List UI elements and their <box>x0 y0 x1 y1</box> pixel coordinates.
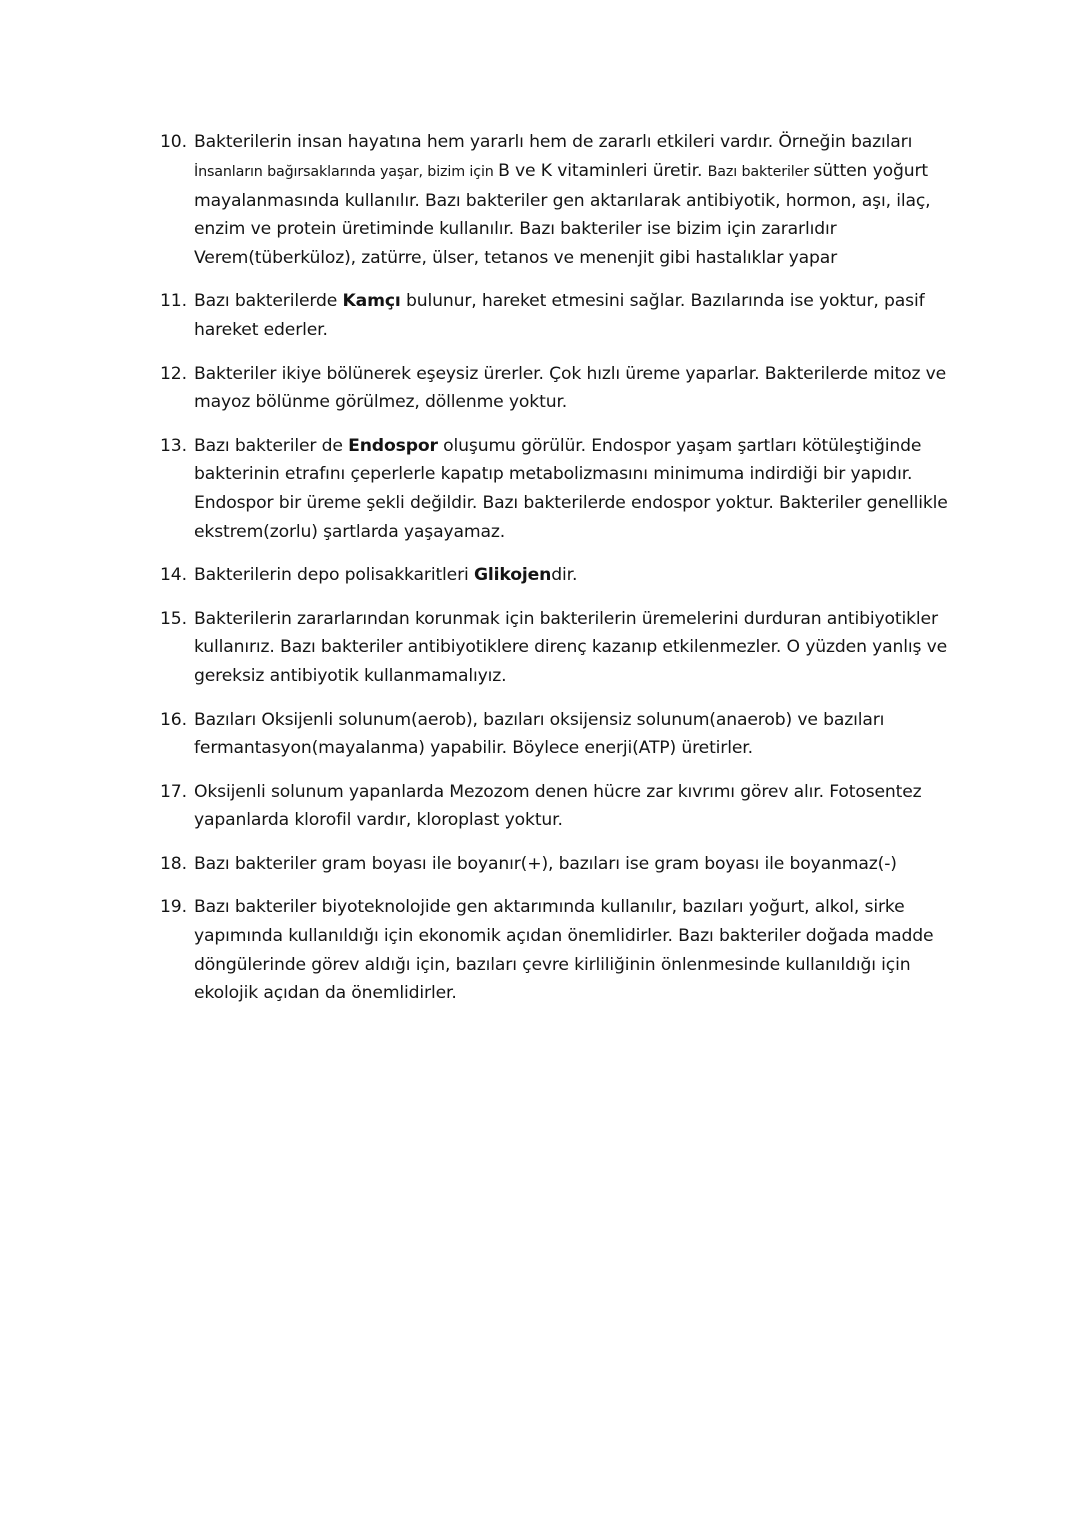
item-text: oluşumu görülür. Endospor yaşam şartları kötüleştiğinde bakterinin etrafını çeperlerle kapatıp metabolizmasını minimuma indirdiği bir yapıdır. Endospor bir üreme şekli değildir. Bazı bakterilerde endospor yoktur. Bakteriler genellikle ekstrem(zorlu) şartlarda yaşayamaz. <box>194 435 948 543</box>
list-item-16 <box>160 706 960 764</box>
item-number: 14. <box>160 565 187 586</box>
item-text: Bazı bakterilerde <box>194 291 343 312</box>
item-number: 17. <box>160 781 187 802</box>
item-text: bulunur, hareket etmesini sağlar. Bazılarında ise yoktur, pasif hareket ederler. <box>194 291 925 341</box>
item-number: 12. <box>160 363 187 384</box>
item-text-small: Bazı bakteriler <box>707 163 814 180</box>
item-text: Bakterilerin zararlarından korunmak için bakterilerin üremelerini durduran antibiyotikler kullanırız. Bazı bakteriler antibiyotiklere direnç kazanıp etkilenmezler. O yüzden yanlış ve gereksiz antibiyotik kullanmamalıyız. <box>194 608 948 687</box>
list-item-12 <box>160 360 960 418</box>
item-text: Bakterilerin depo polisakkaritleri <box>194 565 474 586</box>
list-item-11 <box>160 287 960 345</box>
item-keyword: Glikojen <box>473 565 552 586</box>
item-text: Bazıları Oksijenli solunum(aerob), bazıları oksijensiz solunum(anaerob) ve bazıları fermantasyon(mayalanma) yapabilir. Böylece enerji(ATP) üretirler. <box>194 709 885 759</box>
item-text-small: İnsanların bağırsaklarında yaşar, bizim için <box>194 163 499 180</box>
item-text: Bazı bakteriler de <box>194 435 349 456</box>
item-text: Oksijenli solunum yapanlarda Mezozom denen hücre zar kıvrımı görev alır. Fotosentez yapanlarda klorofil vardır, kloroplast yoktur. <box>194 781 922 831</box>
list-item-13 <box>160 432 960 547</box>
item-number: 10. <box>160 132 187 152</box>
item-text: Bazı bakteriler biyoteknolojide gen aktarımında kullanılır, bazıları yoğurt, alkol, sirke yapımında kullanıldığı için ekonomik açıdan önemlidirler. Bazı bakteriler doğada madde döngülerinde görev aldığı için, bazıları çevre kirliliğinin önlenmesinde kullanıldığı için ekolojik açıdan da önemlidirler. <box>194 897 934 1004</box>
item-keyword: Endospor <box>348 435 438 456</box>
item-number: 13. <box>160 435 187 456</box>
list-item-18 <box>160 850 960 879</box>
item-number: 15. <box>160 608 187 629</box>
numbered-list <box>160 128 960 1023</box>
item-number: 18. <box>160 853 187 874</box>
item-text: Bakteriler ikiye bölünerek eşeysiz ürerler. Çok hızlı üreme yaparlar. Bakterilerde mitoz ve mayoz bölünme görülmez, döllenme yoktur. <box>194 363 947 413</box>
list-item-15 <box>160 605 960 691</box>
item-number: 19. <box>160 897 187 918</box>
item-text: dir. <box>551 565 578 586</box>
item-text: sütten yoğurt mayalanmasında kullanılır. Bazı bakteriler gen aktarılarak antibiyotik, hormon, aşı, ilaç, enzim ve protein üretiminde kullanılır. Bazı bakteriler ise bizim için zararlıdır Verem(tüberküloz), zatürre, ülser, tetanos ve menenjit gibi hastalıklar yapar <box>194 160 931 269</box>
list-item-17 <box>160 778 960 836</box>
item-text: B ve K vitaminleri üretir. <box>498 160 708 181</box>
item-keyword: Kamçı <box>342 291 401 312</box>
item-text: Bakterilerin insan hayatına hem yararlı hem de zararlı etkileri vardır. Örneğin bazıları <box>194 132 913 152</box>
list-item-14 <box>160 561 960 590</box>
item-number: 16. <box>160 709 187 730</box>
item-text: Bazı bakteriler gram boyası ile boyanır(+), bazıları ise gram boyası ile boyanmaz(-) <box>194 853 897 874</box>
item-number: 11. <box>160 291 187 312</box>
list-item-10 <box>160 128 960 273</box>
list-item-19 <box>160 893 960 1008</box>
